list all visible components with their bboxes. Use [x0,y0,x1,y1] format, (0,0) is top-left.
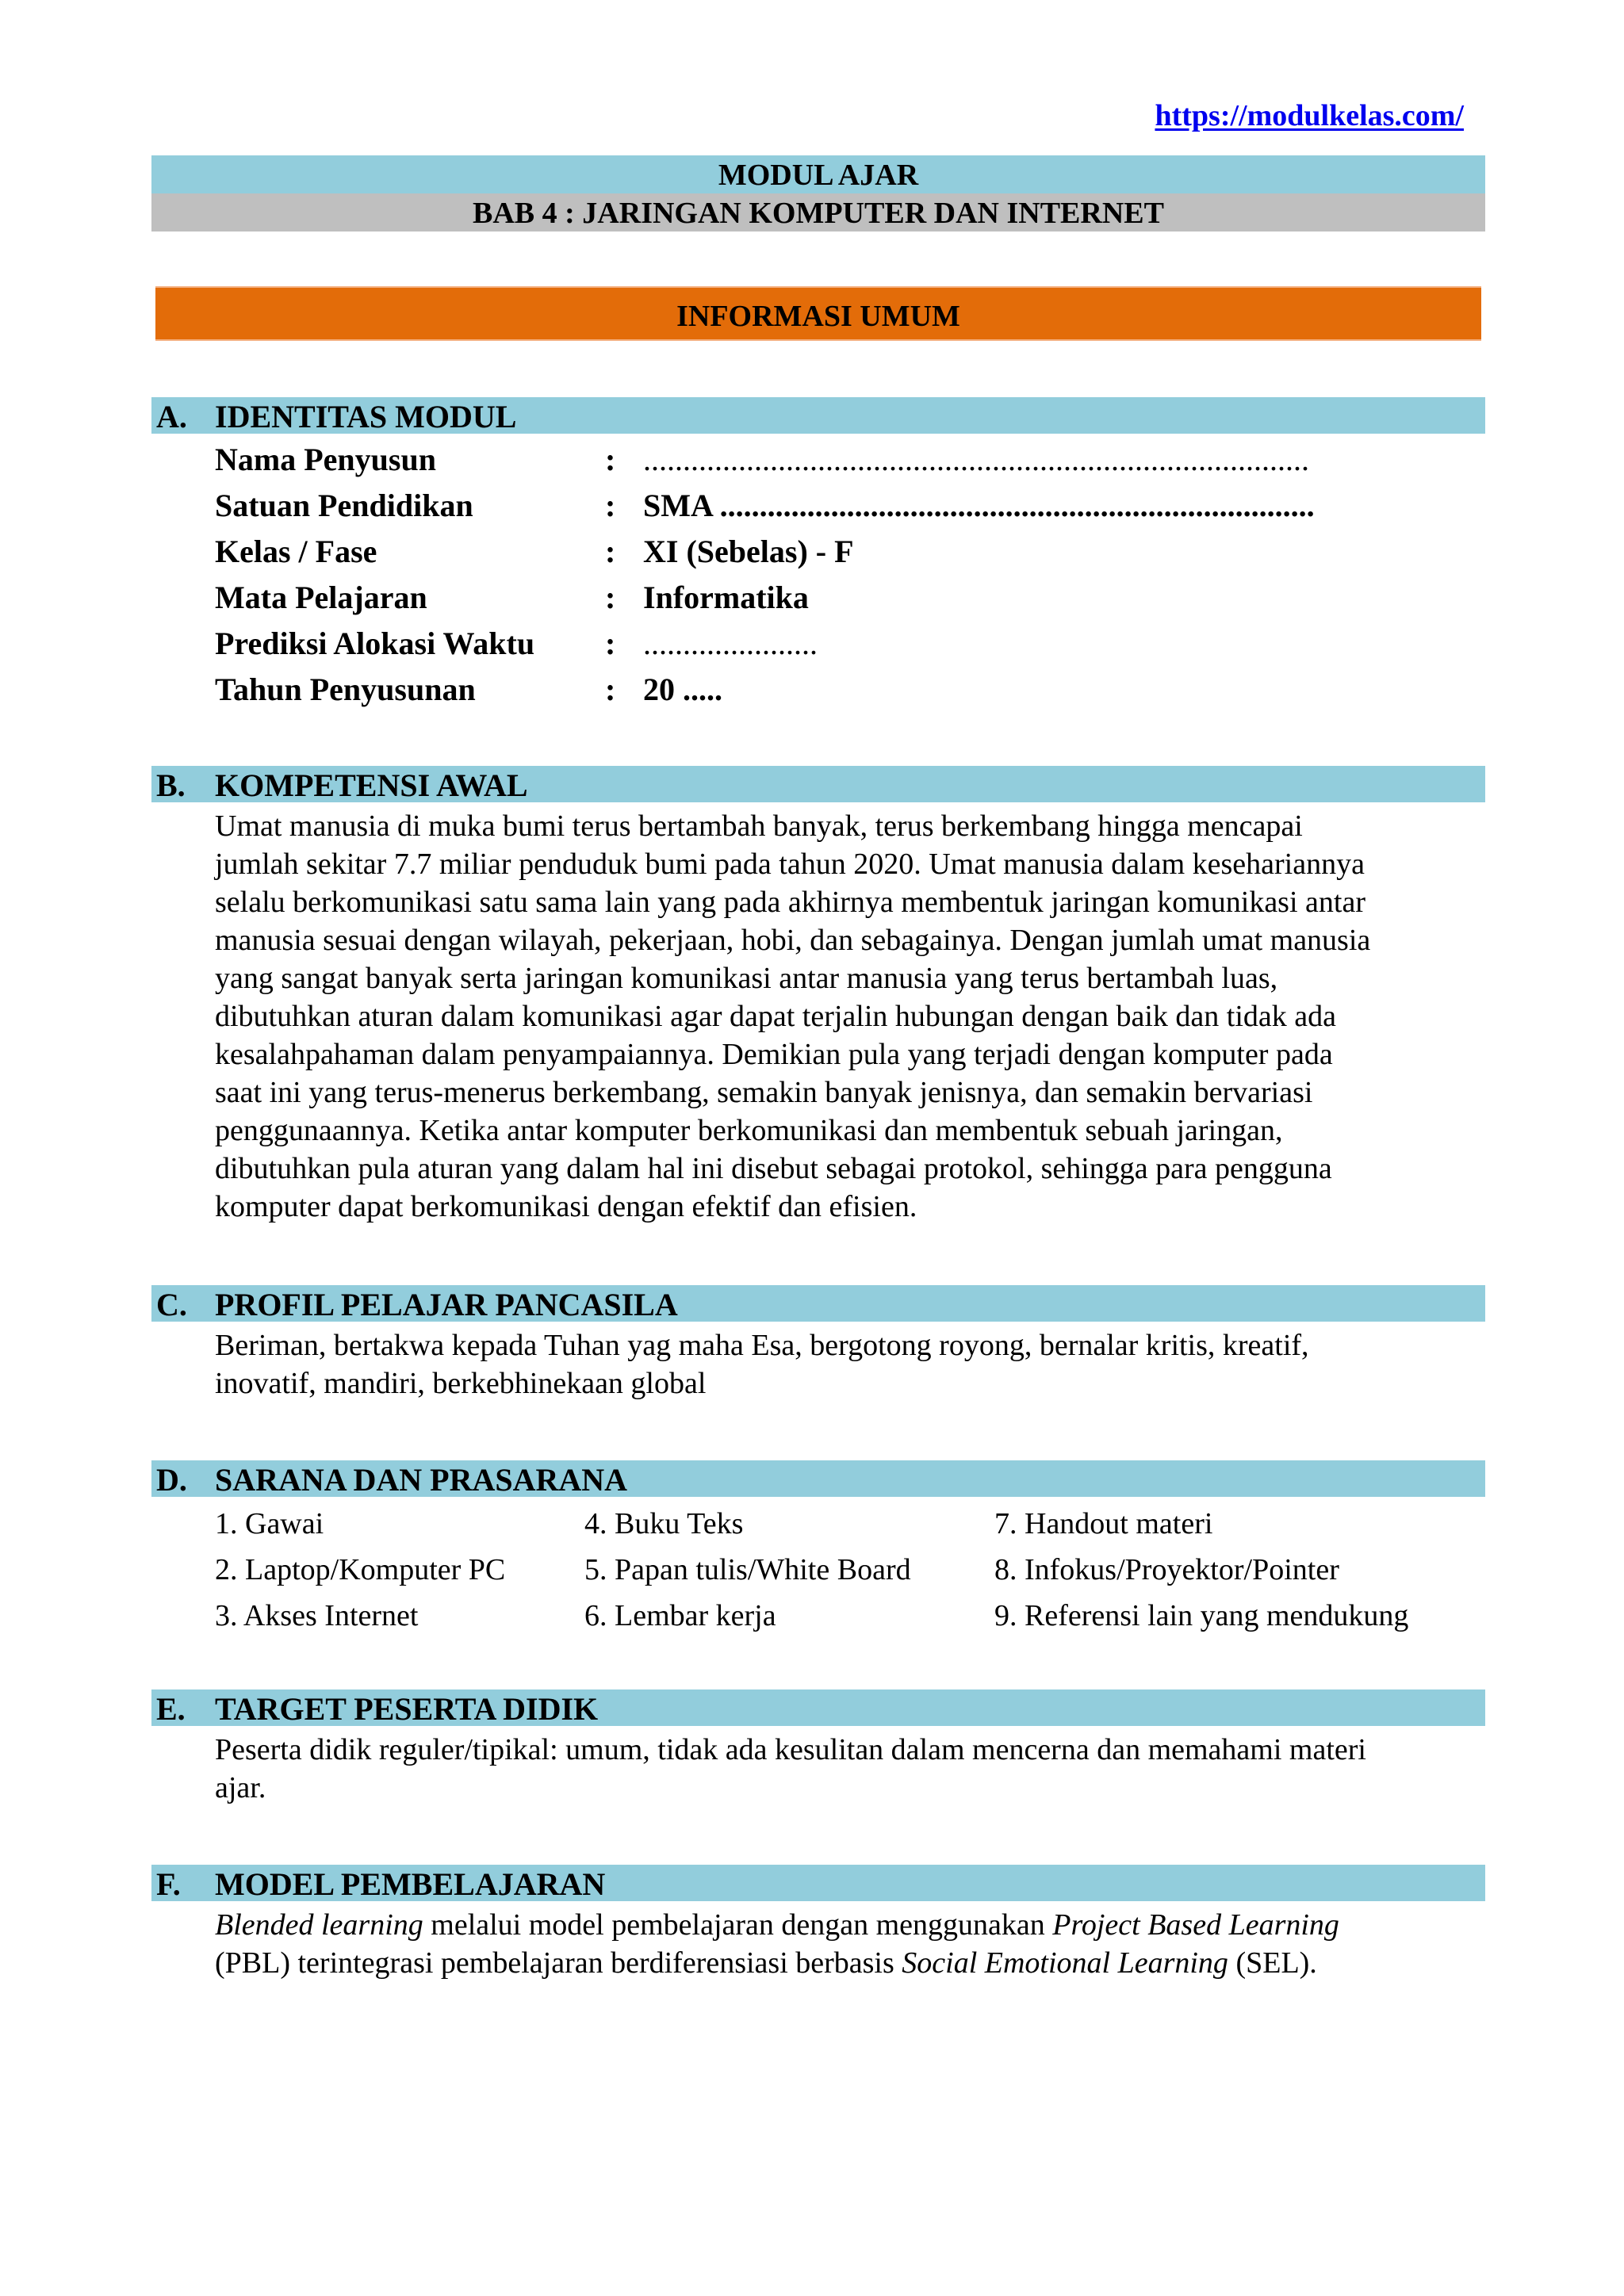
identity-label: Nama Penyusun [215,442,436,477]
chapter-title: BAB 4 : JARINGAN KOMPUTER DAN INTERNET [151,193,1485,232]
section-f-header [151,1865,1485,1901]
list-item: 7. Handout materi [994,1507,1213,1540]
list-item: 6. Lembar kerja [584,1599,776,1632]
identity-colon: : [605,534,616,569]
section-letter: D. [156,1462,187,1498]
identity-label: Tahun Penyusunan [215,672,476,707]
identity-label: Kelas / Fase [215,534,377,569]
text-line: dibutuhkan pula aturan yang dalam hal ini disebut sebagai protokol, sehingga para pengguna [215,1152,1332,1185]
italic-term: Project Based Learning [1052,1908,1339,1942]
list-item: 9. Referensi lain yang mendukung [994,1599,1409,1632]
section-letter: F. [156,1866,181,1902]
identity-value: .................................................................................... [643,442,1309,477]
section-e-header [151,1689,1485,1726]
identity-label: Satuan Pendidikan [215,488,473,523]
section-letter: C. [156,1287,187,1322]
section-d-header [151,1460,1485,1497]
website-link[interactable]: https://modulkelas.com/ [1155,99,1464,132]
section-letter: E. [156,1691,186,1727]
model-paragraph [215,1906,1484,1982]
list-item: 2. Laptop/Komputer PC [215,1553,506,1586]
list-item: 4. Buku Teks [584,1507,744,1540]
text-line: selalu berkomunikasi satu sama lain yang pada akhirnya membentuk jaringan komunikasi antar [215,886,1365,919]
document-title: MODUL AJAR [151,155,1485,193]
text-line: saat ini yang terus-menerus berkembang, semakin banyak jenisnya, dan semakin bervariasi [215,1076,1313,1109]
section-title: IDENTITAS MODUL [215,399,517,434]
identity-colon: : [605,442,616,477]
text-line: penggunaannya. Ketika antar komputer berkomunikasi dan membentuk sebuah jaringan, [215,1114,1283,1147]
identity-colon: : [605,626,616,661]
identity-value: SMA ........................................................................... [643,488,1315,523]
identity-colon: : [605,672,616,707]
identity-value: 20 ..... [643,672,722,707]
list-item: 3. Akses Internet [215,1599,419,1632]
section-a-header [151,397,1485,434]
text-line: inovatif, mandiri, berkebhinekaan global [215,1367,707,1400]
list-item: 8. Infokus/Proyektor/Pointer [994,1553,1339,1586]
text-line [215,1944,1484,1982]
section-title: KOMPETENSI AWAL [215,767,528,803]
text-line: jumlah sekitar 7.7 miliar penduduk bumi pada tahun 2020. Umat manusia dalam kesehariannya [215,848,1365,881]
identity-label: Mata Pelajaran [215,580,427,615]
text-line [215,1906,1484,1944]
text-line: ajar. [215,1771,266,1804]
target-paragraph [215,1731,1484,1807]
section-title: PROFIL PELAJAR PANCASILA [215,1287,678,1322]
plain-text: (SEL). [1228,1946,1317,1980]
italic-term: Blended learning [215,1908,423,1942]
section-title: SARANA DAN PRASARANA [215,1462,628,1498]
section-b-header [151,766,1485,802]
text-line: dibutuhkan aturan dalam komunikasi agar dapat terjalin hubungan dengan baik dan tidak ada [215,1000,1336,1033]
profil-paragraph [215,1326,1484,1402]
text-line: yang sangat banyak serta jaringan komunikasi antar manusia yang terus bertambah luas, [215,962,1278,995]
identity-value: Informatika [643,580,809,615]
text-line: Peserta didik reguler/tipikal: umum, tidak ada kesulitan dalam mencerna dan memahami materi [215,1733,1366,1766]
text-line: Umat manusia di muka bumi terus bertambah banyak, terus berkembang hingga mencapai [215,809,1303,843]
text-line: manusia sesuai dengan wilayah, pekerjaan, hobi, dan sebagainya. Dengan jumlah umat manusia [215,924,1371,957]
info-banner: INFORMASI UMUM [155,286,1481,341]
identity-value: ...................... [643,626,818,661]
identity-colon: : [605,488,616,523]
text-line: komputer dapat berkomunikasi dengan efektif dan efisien. [215,1190,917,1223]
identity-value: XI (Sebelas) - F [643,534,854,569]
section-letter: B. [156,767,186,803]
kompetensi-paragraph [215,807,1484,1226]
italic-term: Social Emotional Learning [902,1946,1228,1980]
text-line: kesalahpahaman dalam penyampaiannya. Demikian pula yang terjadi dengan komputer pada [215,1038,1333,1071]
section-letter: A. [156,399,187,434]
list-item: 5. Papan tulis/White Board [584,1553,911,1586]
plain-text: (PBL) terintegrasi pembelajaran berdiferensiasi berbasis [215,1946,902,1980]
list-item: 1. Gawai [215,1507,324,1540]
identity-label: Prediksi Alokasi Waktu [215,626,535,661]
text-line: Beriman, bertakwa kepada Tuhan yag maha Esa, bergotong royong, bernalar kritis, kreatif, [215,1329,1309,1362]
section-title: TARGET PESERTA DIDIK [215,1691,599,1727]
plain-text: melalui model pembelajaran dengan menggunakan [423,1908,1053,1942]
section-c-header [151,1285,1485,1322]
section-title: MODEL PEMBELAJARAN [215,1866,606,1902]
identity-colon: : [605,580,616,615]
